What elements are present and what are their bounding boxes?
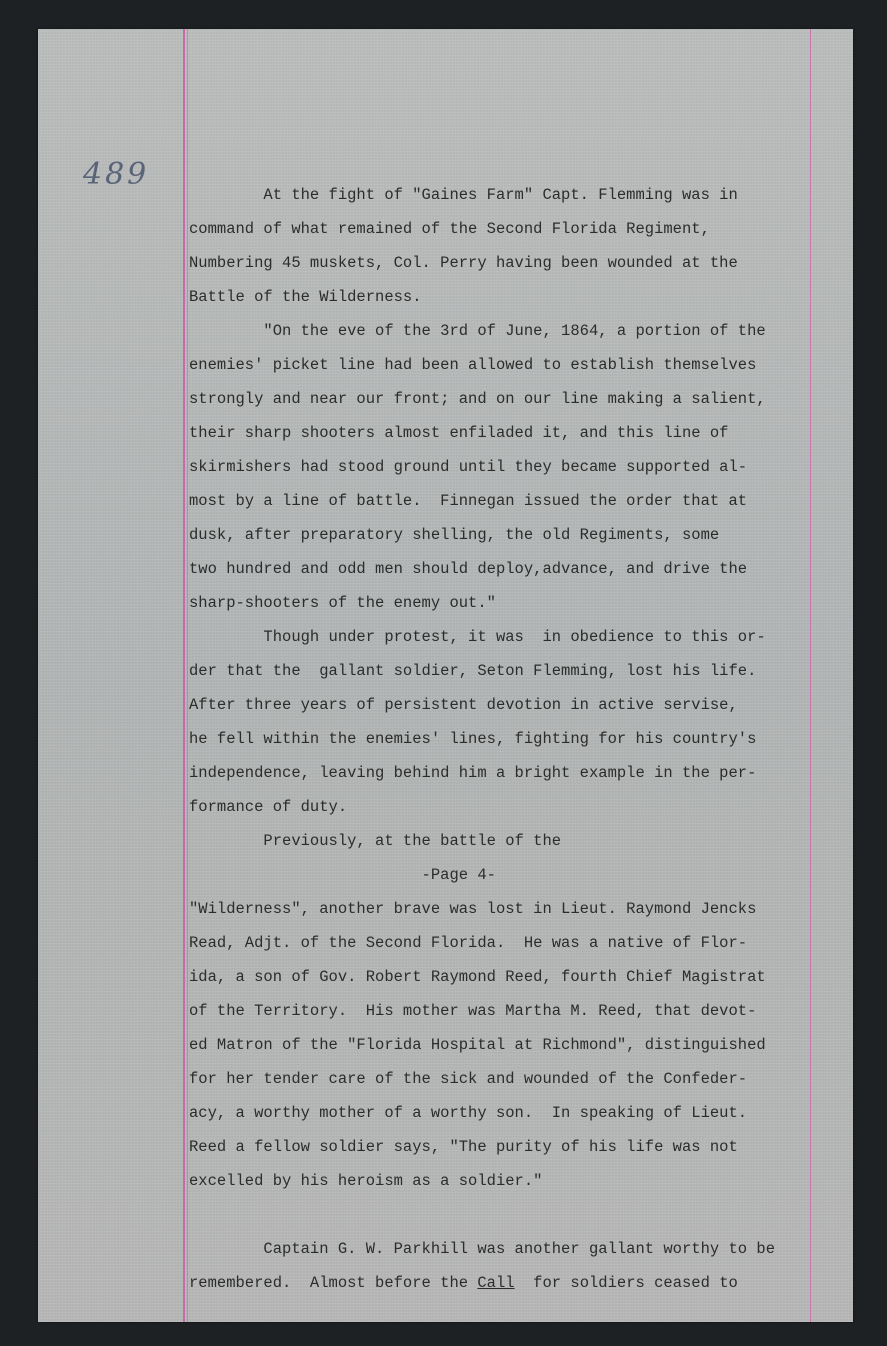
text-line: acy, a worthy mother of a worthy son. In speaking of Lieut. <box>189 1104 748 1122</box>
text-line: skirmishers had stood ground until they became supported al- <box>189 458 748 476</box>
text-line: "On the eve of the 3rd of June, 1864, a portion of the <box>189 322 766 340</box>
text-line: der that the gallant soldier, Seton Flemming, lost his life. <box>189 662 757 680</box>
text-line-last <box>189 1273 738 1293</box>
text-line: ida, a son of Gov. Robert Raymond Reed, fourth Chief Magistrat <box>189 968 766 986</box>
text-line: After three years of persistent devotion in active servise, <box>189 696 738 714</box>
text-line: independence, leaving behind him a bright example in the per- <box>189 764 757 782</box>
left-margin-rule-inner <box>187 29 188 1322</box>
text-line: Read, Adjt. of the Second Florida. He was a native of Flor- <box>189 934 748 952</box>
text-line: command of what remained of the Second Florida Regiment, <box>189 220 710 238</box>
text-line: of the Territory. His mother was Martha M. Reed, that devot- <box>189 1002 757 1020</box>
text-line: most by a line of battle. Finnegan issued the order that at <box>189 492 748 510</box>
text-line: excelled by his heroism as a soldier." <box>189 1172 543 1190</box>
text-line: their sharp shooters almost enfiladed it, and this line of <box>189 424 729 442</box>
page-marker: -Page 4- <box>189 866 496 884</box>
text-line: Previously, at the battle of the <box>189 832 562 850</box>
text-line: sharp-shooters of the enemy out." <box>189 594 496 612</box>
text-line: he fell within the enemies' lines, fighting for his country's <box>189 730 757 748</box>
text-line: Captain G. W. Parkhill was another gallant worthy to be <box>189 1240 775 1258</box>
text-line: Battle of the Wilderness. <box>189 288 422 306</box>
last-line-tail: for soldiers ceased to <box>514 1274 738 1292</box>
text-line: Though under protest, it was in obedience to this or- <box>189 628 766 646</box>
underlined-word-call: Call <box>477 1274 515 1292</box>
text-line: enemies' picket line had been allowed to establish themselves <box>189 356 757 374</box>
text-line: strongly and near our front; and on our line making a salient, <box>189 390 766 408</box>
text-line: ed Matron of the "Florida Hospital at Richmond", distinguished <box>189 1036 766 1054</box>
text-line: Numbering 45 muskets, Col. Perry having been wounded at the <box>189 254 738 272</box>
text-line: two hundred and odd men should deploy,advance, and drive the <box>189 560 748 578</box>
text-line: dusk, after preparatory shelling, the old Regiments, some <box>189 526 720 544</box>
text-line: for her tender care of the sick and wounded of the Confeder- <box>189 1070 748 1088</box>
left-margin-rule <box>183 29 185 1322</box>
text-line: Reed a fellow soldier says, "The purity of his life was not <box>189 1138 738 1156</box>
text-line: "Wilderness", another brave was lost in Lieut. Raymond Jencks <box>189 900 757 918</box>
handwritten-page-number: 489 <box>83 157 150 192</box>
text-line: At the fight of "Gaines Farm" Capt. Flemming was in <box>189 186 738 204</box>
text-line: formance of duty. <box>189 798 348 816</box>
document-page <box>38 29 853 1322</box>
last-line-start: remembered. Almost before the <box>189 1274 478 1292</box>
right-margin-rule <box>810 29 811 1322</box>
